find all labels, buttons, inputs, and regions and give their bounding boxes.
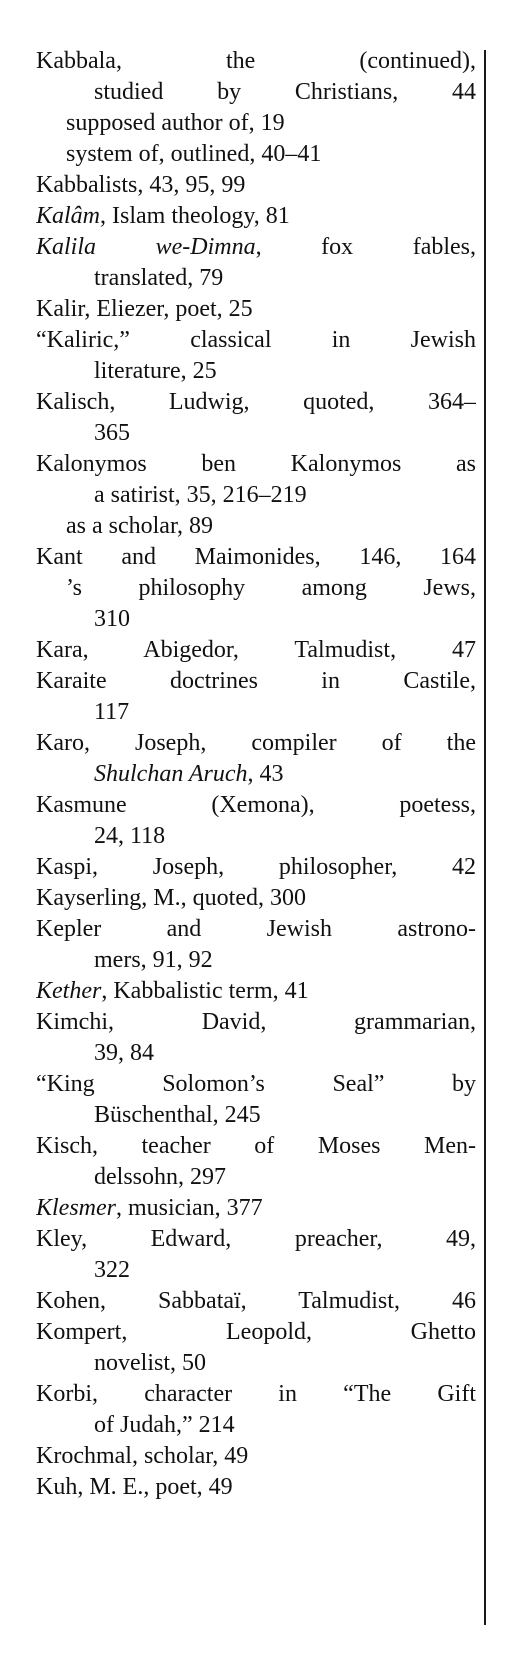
index-line: novelist, 50 (94, 1350, 206, 1376)
index-line: Kasmune (Xemona), poetess, (36, 792, 476, 818)
index-text: , 43 (247, 761, 284, 787)
index-line: translated, 79 (94, 265, 224, 291)
index-line (36, 201, 476, 232)
index-line: Kimchi, David, grammarian, (36, 1009, 476, 1035)
index-line: literature, 25 (94, 358, 217, 384)
index-line: Kepler and Jewish astrono- (36, 916, 476, 942)
index-term-italic: Shulchan Aruch (94, 761, 248, 787)
index-term-italic: Klesmer (36, 1195, 116, 1221)
index-column (36, 46, 476, 1503)
index-line: of Judah,” 214 (94, 1412, 235, 1438)
index-line: “Kaliric,” classical in Jewish (36, 327, 476, 353)
index-line: Kalisch, Ludwig, quoted, 364– (36, 389, 476, 415)
index-text: , Islam theology, 81 (100, 203, 290, 229)
index-text: , Kabbalistic term, 41 (101, 978, 309, 1004)
index-line (36, 759, 476, 790)
index-line: Karo, Joseph, compiler of the (36, 730, 476, 756)
index-line: Kaspi, Joseph, philosopher, 42 (36, 854, 476, 880)
index-line: Kayserling, M., quoted, 300 (36, 885, 306, 911)
index-line: Kompert, Leopold, Ghetto (36, 1319, 476, 1345)
index-line (36, 1193, 476, 1224)
index-line (36, 976, 476, 1007)
index-line: Kuh, M. E., poet, 49 (36, 1474, 233, 1500)
index-line: mers, 91, 92 (94, 947, 213, 973)
index-line: Kalonymos ben Kalonymos as (36, 451, 476, 477)
index-line: Karaite doctrines in Castile, (36, 668, 476, 694)
index-line: 310 (94, 606, 130, 632)
index-line: “King Solomon’s Seal” by (36, 1071, 476, 1097)
index-term-italic: Kalâm (36, 203, 101, 229)
index-line: Büschenthal, 245 (94, 1102, 261, 1128)
index-line: 39, 84 (94, 1040, 154, 1066)
index-line: Kalir, Eliezer, poet, 25 (36, 296, 253, 322)
index-line: Kabbala, the (continued), (36, 48, 476, 74)
index-line: delssohn, 297 (94, 1164, 226, 1190)
index-line: Kohen, Sabbataï, Talmudist, 46 (36, 1288, 476, 1314)
index-line: Korbi, character in “The Gift (36, 1381, 476, 1407)
index-term-italic: Kether (36, 978, 102, 1004)
index-line: as a scholar, 89 (66, 513, 213, 539)
index-line: ’s philosophy among Jews, (66, 575, 476, 601)
index-line: Krochmal, scholar, 49 (36, 1443, 249, 1469)
index-line: Kabbalists, 43, 95, 99 (36, 172, 246, 198)
index-line: 322 (94, 1257, 130, 1283)
index-line: 365 (94, 420, 130, 446)
index-line: Kara, Abigedor, Talmudist, 47 (36, 637, 476, 663)
index-text: , musician, 377 (116, 1195, 263, 1221)
index-line: Kant and Maimonides, 146, 164 (36, 544, 476, 570)
index-line: supposed author of, 19 (66, 110, 285, 136)
index-line: 24, 118 (94, 823, 166, 849)
index-line: Kisch, teacher of Moses Men- (36, 1133, 476, 1159)
index-line: system of, outlined, 40–41 (66, 141, 322, 167)
index-line: Kley, Edward, preacher, 49, (36, 1226, 476, 1252)
index-term-italic: Kalila we-Dimna (36, 234, 256, 260)
index-line: studied by Christians, 44 (94, 79, 476, 105)
column-rule (484, 50, 486, 1625)
index-line: 117 (94, 699, 130, 725)
index-line: a satirist, 35, 216–219 (94, 482, 307, 508)
index-line (36, 232, 476, 263)
index-text: , fox fables, (255, 234, 476, 260)
